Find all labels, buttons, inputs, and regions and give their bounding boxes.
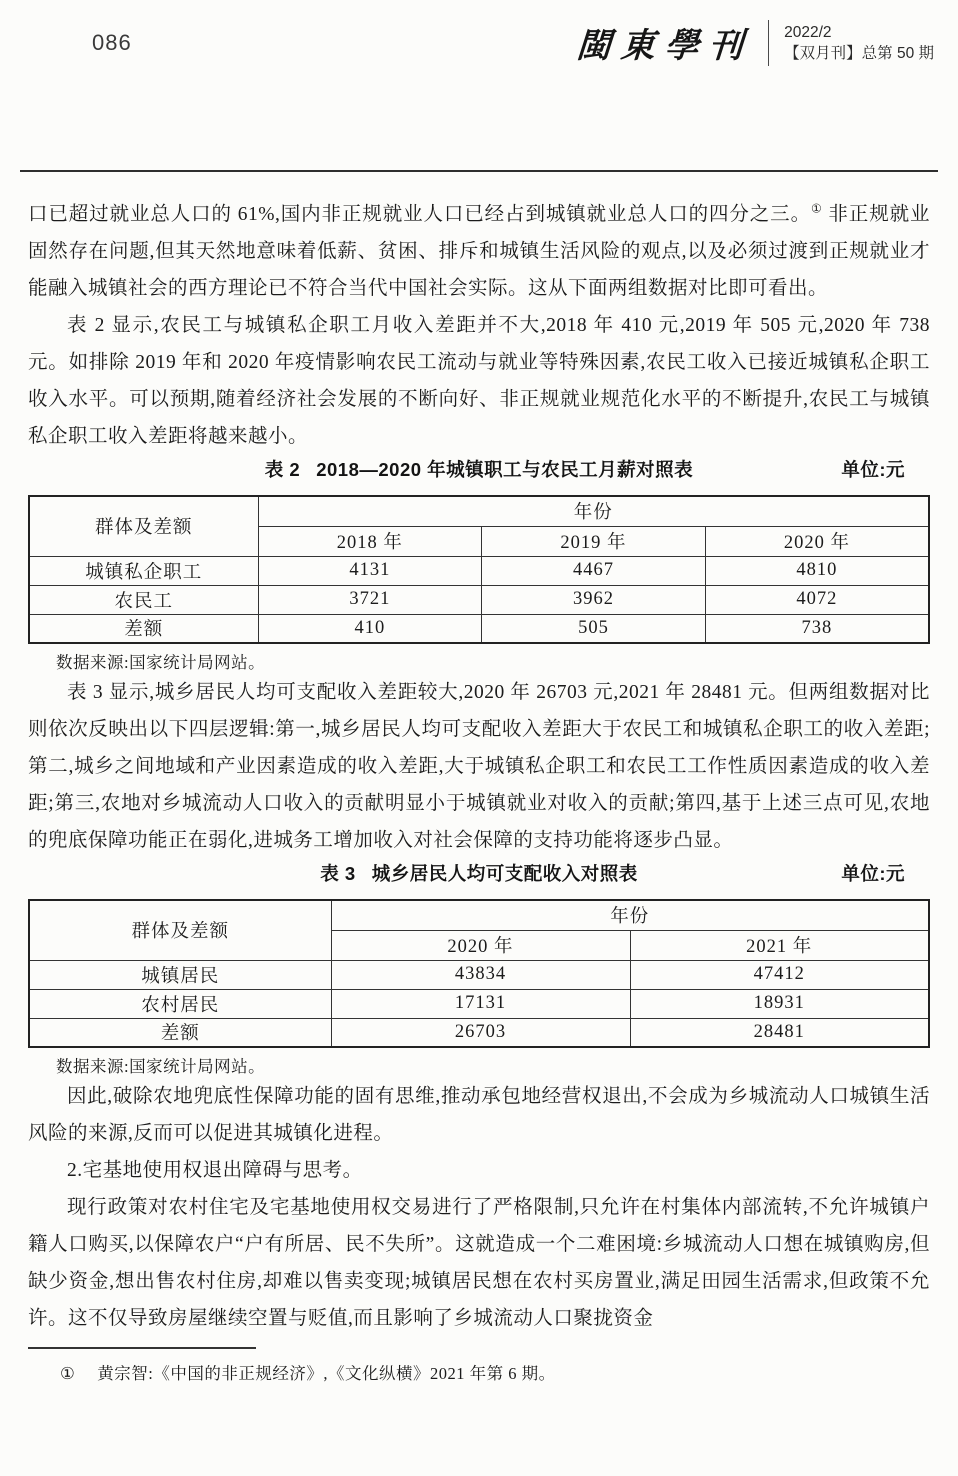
cell-value: 28481	[630, 1018, 929, 1047]
footnote	[28, 1362, 930, 1386]
row-label: 差额	[29, 1018, 331, 1047]
row-label: 差额	[29, 614, 258, 643]
cell-value: 26703	[331, 1018, 630, 1047]
cell-value: 4072	[705, 585, 929, 614]
row-label: 城镇居民	[29, 960, 331, 989]
table2-source-note: 数据来源:国家统计局网站。	[56, 653, 266, 672]
paragraph-1-text: 口已超过就业总人口的 61%,国内非正规就业人口已经占到城镇就业总人口的四分之三。	[28, 204, 811, 225]
table-row	[29, 989, 929, 1018]
cell-value: 505	[482, 614, 706, 643]
row-label: 农民工	[29, 585, 258, 614]
journal-title: 閩東學刊	[575, 26, 755, 66]
table3-col-header-2020: 2020 年	[331, 930, 630, 960]
table-header-row	[29, 900, 929, 930]
section-subheading: 2.宅基地使用权退出障碍与思考。	[67, 1160, 363, 1181]
table-row	[29, 1018, 929, 1047]
table-row	[29, 556, 929, 585]
salary-comparison-table	[28, 495, 930, 644]
paragraph-1	[28, 196, 930, 307]
table2-col-header-2020: 2020 年	[705, 526, 929, 556]
table2-caption	[28, 457, 930, 483]
cell-value: 4131	[258, 556, 482, 585]
footnote-rule	[28, 1347, 256, 1349]
cell-value: 4467	[482, 556, 706, 585]
table3-caption-label: 表 3	[320, 863, 356, 884]
table2-unit-label: 单位:元	[841, 459, 905, 480]
table2-caption-label: 表 2	[264, 459, 301, 480]
table3-corner-header: 群体及差额	[29, 900, 331, 960]
header-rule	[20, 170, 938, 172]
paragraph-5: 现行政策对农村住宅及宅基地使用权交易进行了严格限制,只允许在村集体内部流转,不允许城镇户籍人口购买,以保障农户“户有所居、民不失所”。这就造成一个二难困境:乡城流动人口想在城镇购房,但缺少资金,想出售农村住房,却难以售卖变现;城镇居民想在农村买房置业,满足田园生活需求,但政策不允许。这不仅导致房屋继续空置与贬值,而且影响了乡城流动人口聚拢资金	[28, 1197, 930, 1329]
cell-value: 3962	[482, 585, 706, 614]
table-row	[29, 960, 929, 989]
cell-value: 4810	[705, 556, 929, 585]
table3-col-header-2021: 2021 年	[630, 930, 929, 960]
table-row	[29, 614, 929, 643]
table3-unit-label: 单位:元	[841, 863, 905, 884]
footnote-ref-1: ①	[810, 201, 823, 216]
table2-corner-header: 群体及差额	[29, 496, 258, 556]
footnote-text: 黄宗智:《中国的非正规经济》,《文化纵横》2021 年第 6 期。	[97, 1364, 556, 1383]
page-content	[28, 196, 930, 1386]
paragraph-1-text-cont: 非正规就业固然存在问题,但其天然地意味着低薪、贫困、排斥和城镇生活风险的观点,以及必须过渡到正规就业才能融入城镇社会的西方理论已不符合当代中国社会实际。这从下面两组数据对比即可看出。	[28, 204, 930, 299]
cell-value: 43834	[331, 960, 630, 989]
journal-masthead	[577, 18, 934, 67]
table2-group-header: 年份	[258, 496, 929, 526]
table2-col-header-2018: 2018 年	[258, 526, 482, 556]
cell-value: 18931	[630, 989, 929, 1018]
cell-value: 410	[258, 614, 482, 643]
page-number: 086	[92, 30, 132, 55]
table3-source-note: 数据来源:国家统计局网站。	[56, 1057, 266, 1076]
row-label: 城镇私企职工	[29, 556, 258, 585]
issue-info	[784, 22, 934, 64]
issue-number: 2022/2	[784, 23, 832, 41]
table-header-row	[29, 496, 929, 526]
footnote-marker: ①	[60, 1364, 76, 1383]
paragraph-2: 表 2 显示,农民工与城镇私企职工月收入差距并不大,2018 年 410 元,2019 年 505 元,2020 年 738 元。如排除 2019 年和 2020 年疫情影响农民工流动与就业等特殊因素,农民工收入已接近城镇私企职工收入水平。可以预期,随着经济社会发展的不断向好、非正规就业规范化水平的不断提升,农民工与城镇私企职工收入差距将越来越小。	[28, 315, 930, 447]
masthead-divider	[768, 20, 769, 66]
issue-detail: 【双月刊】总第 50 期	[784, 44, 934, 62]
table2-col-header-2019: 2019 年	[482, 526, 706, 556]
table3-group-header: 年份	[331, 900, 929, 930]
table-row	[29, 585, 929, 614]
table2-caption-title: 2018—2020 年城镇职工与农民工月薪对照表	[316, 459, 694, 480]
table3-caption	[28, 861, 930, 887]
cell-value: 17131	[331, 989, 630, 1018]
cell-value: 47412	[630, 960, 929, 989]
cell-value: 738	[705, 614, 929, 643]
row-label: 农村居民	[29, 989, 331, 1018]
paragraph-3: 表 3 显示,城乡居民人均可支配收入差距较大,2020 年 26703 元,2021 年 28481 元。但两组数据对比则依次反映出以下四层逻辑:第一,城乡居民人均可支配收入差距大于农民工和城镇私企职工的收入差距;第二,城乡之间地域和产业因素造成的收入差距,大于城镇私企职工和农民工工作性质因素造成的收入差距;第三,农地对乡城流动人口收入的贡献明显小于城镇就业对收入的贡献;第四,基于上述三点可见,农地的兜底保障功能正在弱化,进城务工增加收入对社会保障的支持功能将逐步凸显。	[28, 682, 930, 851]
paragraph-4: 因此,破除农地兜底性保障功能的固有思维,推动承包地经营权退出,不会成为乡城流动人口城镇生活风险的来源,反而可以促进其城镇化进程。	[28, 1086, 930, 1144]
cell-value: 3721	[258, 585, 482, 614]
table3-caption-title: 城乡居民人均可支配收入对照表	[371, 863, 638, 884]
income-comparison-table	[28, 899, 930, 1048]
